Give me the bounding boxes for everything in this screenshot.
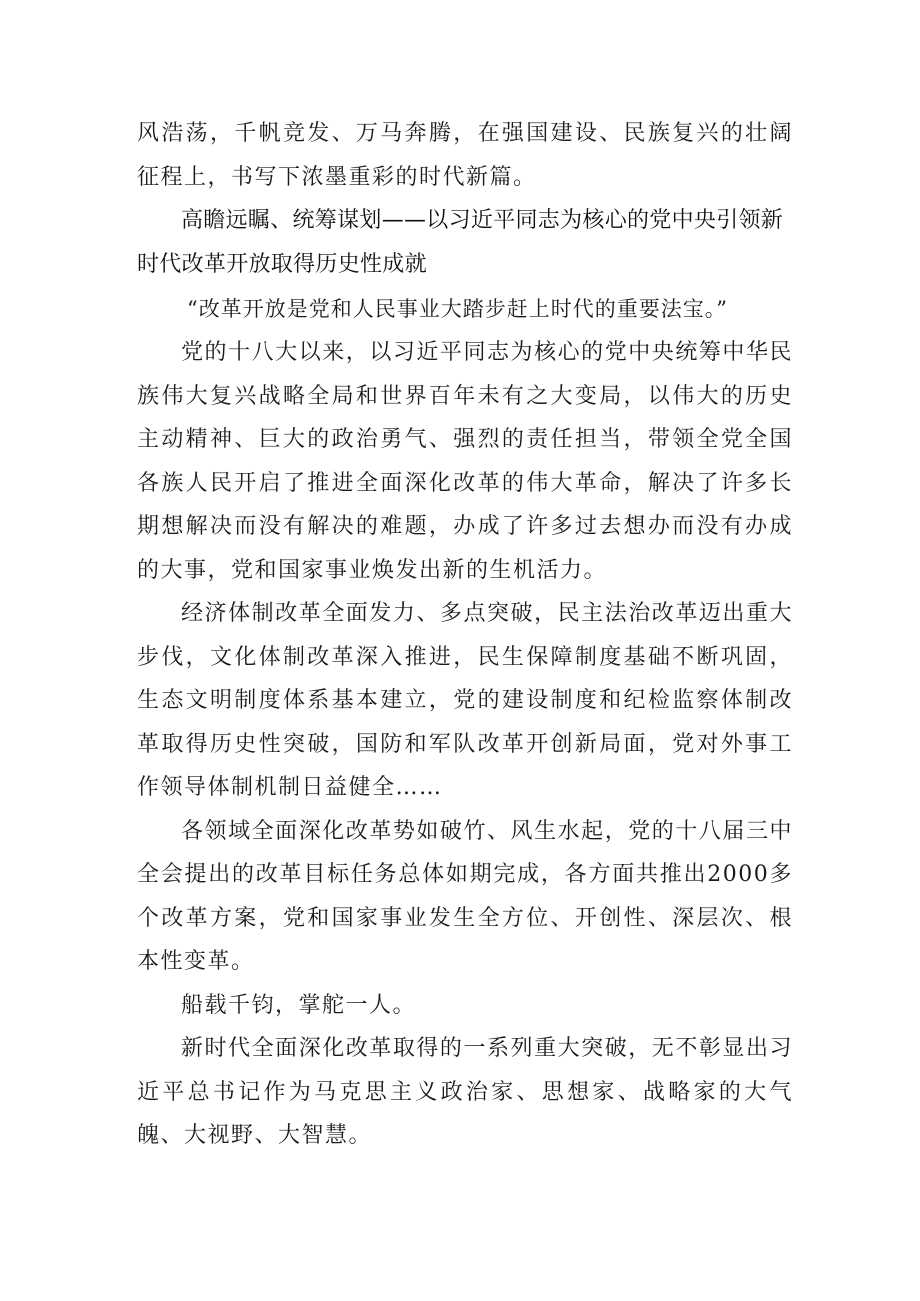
body-paragraph: 党的十八大以来，以习近平同志为核心的党中央统筹中华民族伟大复兴战略全局和世界百年未有之大变局，以伟大的历史主动精神、巨大的政治勇气、强烈的责任担当，带领全党全国各族人民开启了推进全面深化改革的伟大革命，解决了许多长期想解决而没有解决的难题，办成了许多过去想办而没有办成的大事，党和国家事业焕发出新的生机活力。 xyxy=(137,340,793,583)
section-heading: 高瞻远瞩、统筹谋划——以习近平同志为核心的党中央引领新时代改革开放取得历史性成就 xyxy=(137,208,784,277)
body-paragraph: 风浩荡，千帆竞发、万马奔腾，在强国建设、民族复兴的壮阔征程上，书写下浓墨重彩的时代新篇。 xyxy=(137,121,793,190)
body-paragraph: 各领域全面深化改革势如破竹、风生水起，党的十八届三中全会提出的改革目标任务总体如期完成，各方面共推出2000多个改革方案，党和国家事业发生全方位、开创性、深层次、根本性变革。 xyxy=(137,818,793,974)
quotation: “改革开放是党和人民事业大踏步赶上时代的重要法宝。” xyxy=(187,297,728,321)
document-page xyxy=(137,112,793,1158)
body-paragraph: 经济体制改革全面发力、多点突破，民主法治改革迈出重大步伐，文化体制改革深入推进，民生保障制度基础不断巩固，生态文明制度体系基本建立，党的建设制度和纪检监察体制改革取得历史性突破，国防和军队改革开创新局面，党对外事工作领导体制机制日益健全…… xyxy=(137,601,793,800)
body-paragraph: 新时代全面深化改革取得的一系列重大突破，无不彰显出习近平总书记作为马克思主义政治家、思想家、战略家的大气魄、大视野、大智慧。 xyxy=(137,1036,793,1148)
body-paragraph: 船载千钧，掌舵一人。 xyxy=(181,992,417,1018)
